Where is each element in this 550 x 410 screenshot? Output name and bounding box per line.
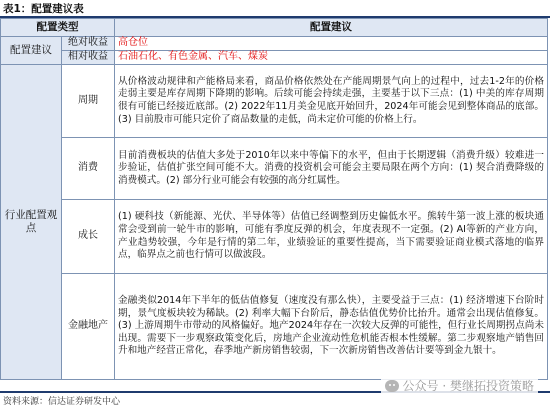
row-label-consume: 消费	[62, 138, 115, 200]
section-label-industry: 行业配置观点	[1, 65, 62, 380]
source-note: 资料来源：信达证券研发中心	[3, 397, 121, 407]
row-text-finance: 金融类似2014年下半年的低估值修复（速度没有那么快），主要受益于三点：(1) 经济增速下台阶时期，景气度板块较为稀缺。(2) 利率大幅下台阶后，静态估值优势价比抬升。通常会出现估值修复。(3) 上游周期牛市带动的风格偏好。地产2024年存在一次较大反弹的可能性，但行业长周期拐点尚未出现。需要下一步观察政策变化后，房地产企业流动性危机能否根本性缓解。第二步观察地产销售回升和地产经营正常化，春季地产新房销售较弱，下一次新房销售改善估计要等到金九银十。	[115, 274, 548, 380]
col-header-type: 配置类型	[1, 19, 115, 37]
allocation-table	[0, 18, 548, 380]
table-row	[1, 138, 548, 200]
row-label-growth: 成长	[62, 200, 115, 274]
row-text-cycle: 从价格波动规律和产能格局来看，商品价格依然处在产能周期景气向上的过程中，过去1-2年的价格走弱主要是库存周期下降期的影响。后续可能会持续走强，主要基于以下三点：(1) 中美的库存周期很有可能已经接近底部。(2) 2022年11月美金见底开始回升，2024年可能会见到整体商品的底部。(3) 目前股市可能只定价了商品数量的走低，尚未定价可能的价格上行。	[115, 65, 548, 138]
row-label-cycle: 周期	[62, 65, 115, 138]
table-row	[1, 200, 548, 274]
col-header-advice: 配置建议	[115, 19, 548, 37]
wechat-icon	[385, 380, 399, 392]
row-text-growth: (1) 硬科技（新能源、光伏、半导体等）估值已经调整到历史偏低水平。熊转牛第一波上涨的板块通常会受到前一轮牛市的影响，可能有季度反弹的机会，年度表现不一定强。(2) AI等新的产业方向，产业趋势较强，今年是行情的第二年，业绩验证的重要性提高，当下需要验证商业模式落地的临界点，临界点之前也行情可以做波段。	[115, 200, 548, 274]
table-row	[1, 51, 548, 65]
watermark	[381, 376, 538, 395]
table-row	[1, 65, 548, 138]
row-label-absolute: 绝对收益	[62, 37, 115, 51]
section-label-allocation: 配置建议	[1, 37, 62, 65]
row-value-relative: 石油石化、有色金属、汽车、煤炭	[115, 51, 548, 65]
row-label-relative: 相对收益	[62, 51, 115, 65]
table-caption: 表1：配置建议表	[3, 3, 84, 15]
header-row	[1, 19, 548, 37]
row-label-finance: 金融地产	[62, 274, 115, 380]
table-row	[1, 37, 548, 51]
row-value-absolute: 高仓位	[115, 37, 548, 51]
watermark-text: 公众号 · 樊继拓投资策略	[402, 379, 534, 393]
row-text-consume: 目前消费板块的估值大多处于2010年以来中等偏下的水平，但由于长期逻辑（消费升级）较难进一步验证，估值扩张空间可能不大。消费的投资机会可能会主要局限在两个方向：(1) 契合消费降级的消费模式。(2) 部分行业可能会有较强的高分红属性。	[115, 138, 548, 200]
table-row	[1, 274, 548, 380]
